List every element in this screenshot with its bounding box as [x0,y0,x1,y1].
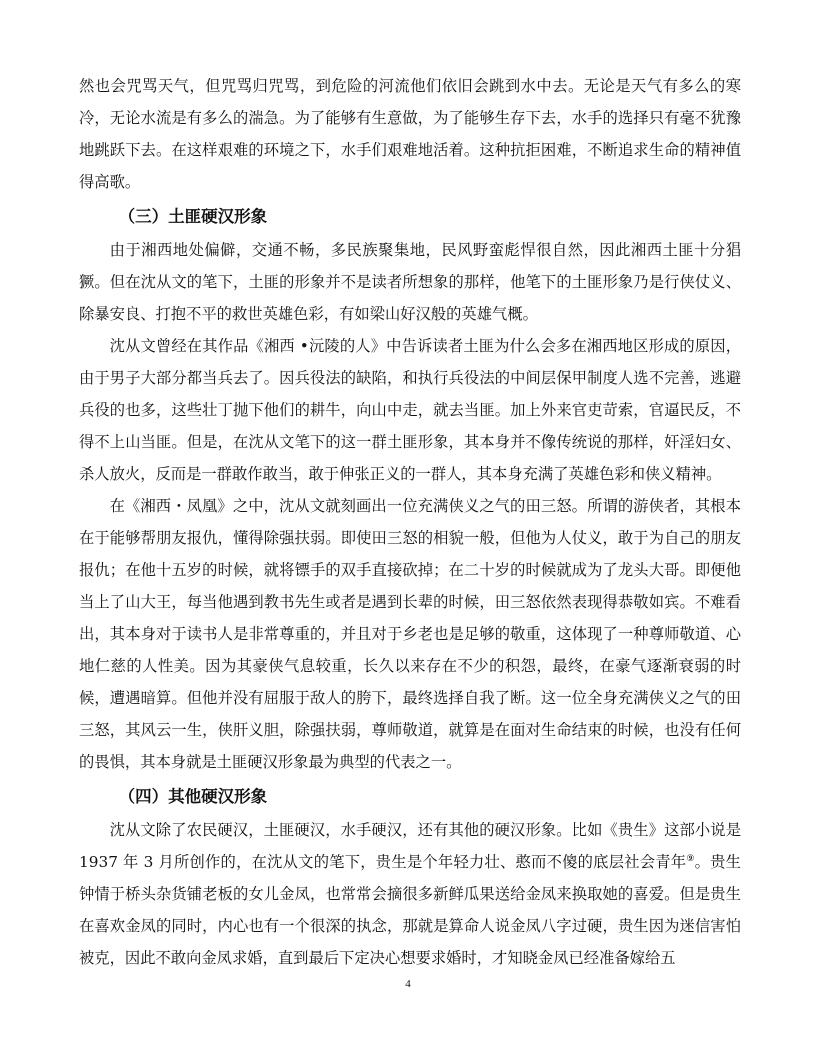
paragraph-text: 沈从文除了农民硬汉，土匪硬汉，水手硬汉，还有其他的硬汉形象。比如《贵生》这部小说是 1937 年 3 月所创作的，在沈从文的笔下，贵生是个年轻力壮、憨而不傻的底层社会青年 [79,821,741,871]
paragraph-text: 。贵生钟情于桥头杂货铺老板的女儿金凤，也常常会摘很多新鲜瓜果送给金凤来换取她的喜爱。但是贵生在喜欢金凤的同时，内心也有一个很深的执念，那就是算命人说金凤八字过硬，贵生因为迷信害怕被克，因此不敢向金凤求婚，直到最后下定决心想要求婚时，才知晓金凤已经准备嫁给五 [79,853,741,967]
section-heading: （四）其他硬汉形象 [118,787,268,806]
section-heading: （三）土匪硬汉形象 [118,207,268,226]
paragraph: 沈从文曾经在其作品《湘西 •沅陵的人》中告诉读者土匪为什么会多在湘西地区形成的原因，由于男子大部分都当兵去了。因兵役法的缺陷，和执行兵役法的中间层保甲制度人选不完善，逃避兵役的也多，这些壮丁抛下他们的耕牛，向山中走，就去当匪。加上外来官吏苛索，官逼民反，不得不上山当匪。但是，在沈从文笔下的这一群土匪形象，其本身并不像传统说的那样，奸淫妇女、杀人放火，反而是一群敢作敢当，敢于伸张正义的一群人，其本身充满了英雄色彩和侠义精神。 [79,337,741,483]
paragraph: 由于湘西地处偏僻，交通不畅，多民族聚集地，民风野蛮彪悍很自然，因此湘西土匪十分猖獗。但在沈从文的笔下，土匪的形象并不是读者所想象的那样，他笔下的土匪形象乃是行侠仗义、除暴安良、打抱不平的救世英雄色彩，有如梁山好汉般的英雄气概。 [79,241,741,323]
page-number: 4 [405,978,411,990]
paragraph [79,814,741,974]
paragraph: 在《湘西・凤凰》之中，沈从文就刻画出一位充满侠义之气的田三怒。所谓的游侠者，其根本在于能够帮朋友报仇，懂得除强扶弱。即使田三怒的相貌一般，但他为人仗义，敢于为自己的朋友报仇；在他十五岁的时候，就将镖手的双手直接砍掉；在二十岁的时候就成为了龙头大哥。即便他当上了山大王，每当他遇到教书先生或者是遇到长辈的时候，田三怒依然表现得恭敬如宾。不难看出，其本身对于读书人是非常尊重的，并且对于乡老也是足够的敬重，这体现了一种尊师敬道、心地仁慈的人性美。因为其豪侠气息较重，长久以来存在不少的积怨，最终，在豪气逐渐衰弱的时候，遭遇暗算。但他并没有屈服于敌人的胯下，最终选择自我了断。这一位全身充满侠义之气的田三怒，其风云一生，侠肝义胆，除强扶弱，尊师敬道，就算是在面对生命结束的时候，也没有任何的畏惧，其本身就是土匪硬汉形象最为典型的代表之一。 [79,497,741,771]
footnote-marker: ⑨ [686,853,695,864]
document-body [79,70,741,974]
paragraph: 然也会咒骂天气，但咒骂归咒骂，到危险的河流他们依旧会跳到水中去。无论是天气有多么的寒冷，无论水流是有多么的湍急。为了能够有生意做，为了能够生存下去，水手的选择只有毫不犹豫地跳跃下去。在这样艰难的环境之下，水手们艰难地活着。这种抗拒困难，不断追求生命的精神值得高歌。 [79,77,741,191]
